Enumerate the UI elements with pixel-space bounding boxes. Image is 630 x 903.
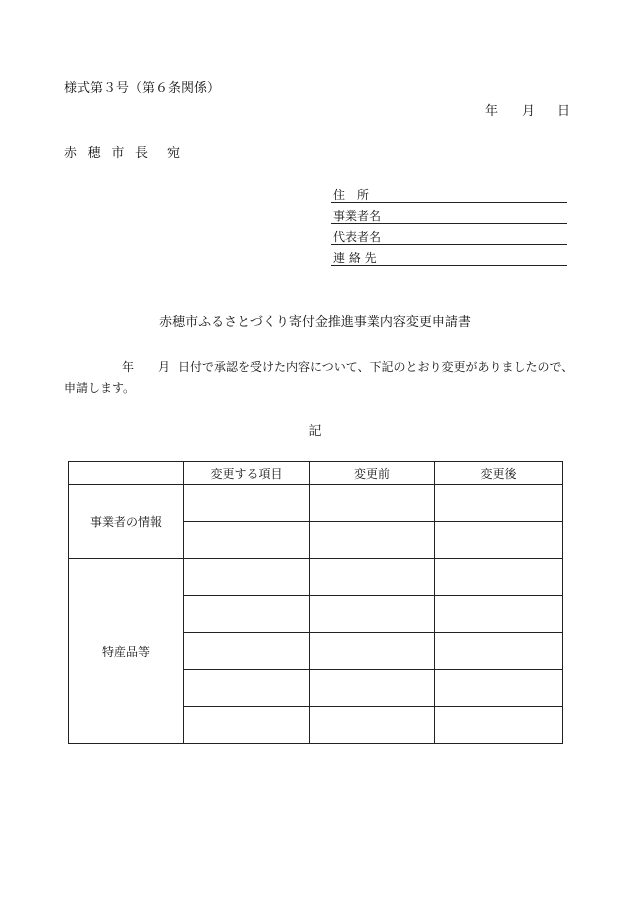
field-label-representative: 代表者名 bbox=[333, 230, 382, 244]
cell-before[interactable] bbox=[310, 485, 435, 522]
cell-item[interactable] bbox=[184, 707, 310, 744]
field-label-address: 住 所 bbox=[333, 188, 370, 202]
header-item: 変更する項目 bbox=[184, 462, 310, 485]
addressee-char: 穂 bbox=[87, 146, 101, 161]
cell-before[interactable] bbox=[310, 633, 435, 670]
header-before: 変更前 bbox=[310, 462, 435, 485]
field-label-contact: 連 絡 先 bbox=[333, 251, 377, 265]
cell-after[interactable] bbox=[435, 522, 563, 559]
addressee-suffix: 宛 bbox=[167, 146, 181, 161]
table-row bbox=[69, 559, 563, 596]
ki-heading: 記 bbox=[308, 424, 322, 439]
header-corner-cell bbox=[69, 462, 184, 485]
body-text-line2: 申請します。 bbox=[64, 381, 136, 395]
cell-item[interactable] bbox=[184, 559, 310, 596]
addressee-char: 長 bbox=[134, 146, 148, 161]
body-month-label: 月 bbox=[158, 360, 171, 374]
cell-item[interactable] bbox=[184, 596, 310, 633]
cell-before[interactable] bbox=[310, 596, 435, 633]
form-number: 様式第３号（第６条関係） bbox=[64, 81, 221, 96]
header-after: 変更後 bbox=[435, 462, 563, 485]
field-line-contact bbox=[331, 265, 567, 266]
group-label-business-info: 事業者の情報 bbox=[69, 485, 184, 559]
cell-before[interactable] bbox=[310, 707, 435, 744]
cell-after[interactable] bbox=[435, 670, 563, 707]
table-row bbox=[69, 485, 563, 522]
field-line-representative bbox=[331, 244, 567, 245]
date-month-label: 月 bbox=[522, 104, 536, 119]
cell-item[interactable] bbox=[184, 485, 310, 522]
cell-after[interactable] bbox=[435, 596, 563, 633]
group-label-specialty-products: 特産品等 bbox=[69, 559, 184, 744]
field-line-address bbox=[331, 202, 567, 203]
cell-after[interactable] bbox=[435, 633, 563, 670]
cell-item[interactable] bbox=[184, 633, 310, 670]
cell-before[interactable] bbox=[310, 670, 435, 707]
addressee-name bbox=[64, 146, 148, 162]
cell-item[interactable] bbox=[184, 670, 310, 707]
change-table bbox=[68, 461, 563, 744]
field-label-business-name: 事業者名 bbox=[333, 209, 382, 223]
field-line-business-name bbox=[331, 223, 567, 224]
cell-after[interactable] bbox=[435, 485, 563, 522]
body-year-label: 年 bbox=[122, 360, 135, 374]
table-header-row bbox=[69, 462, 563, 485]
document-title: 赤穂市ふるさとづくり寄付金推進事業内容変更申請書 bbox=[159, 315, 471, 330]
cell-after[interactable] bbox=[435, 707, 563, 744]
cell-item[interactable] bbox=[184, 522, 310, 559]
addressee-char: 赤 bbox=[64, 146, 78, 161]
cell-before[interactable] bbox=[310, 559, 435, 596]
addressee-char: 市 bbox=[111, 146, 125, 161]
body-text-line1: 日付で承認を受けた内容について、下記のとおり変更がありましたので、 bbox=[178, 360, 574, 374]
date-year-label: 年 bbox=[485, 104, 499, 119]
date-day-label: 日 bbox=[557, 104, 571, 119]
cell-before[interactable] bbox=[310, 522, 435, 559]
cell-after[interactable] bbox=[435, 559, 563, 596]
